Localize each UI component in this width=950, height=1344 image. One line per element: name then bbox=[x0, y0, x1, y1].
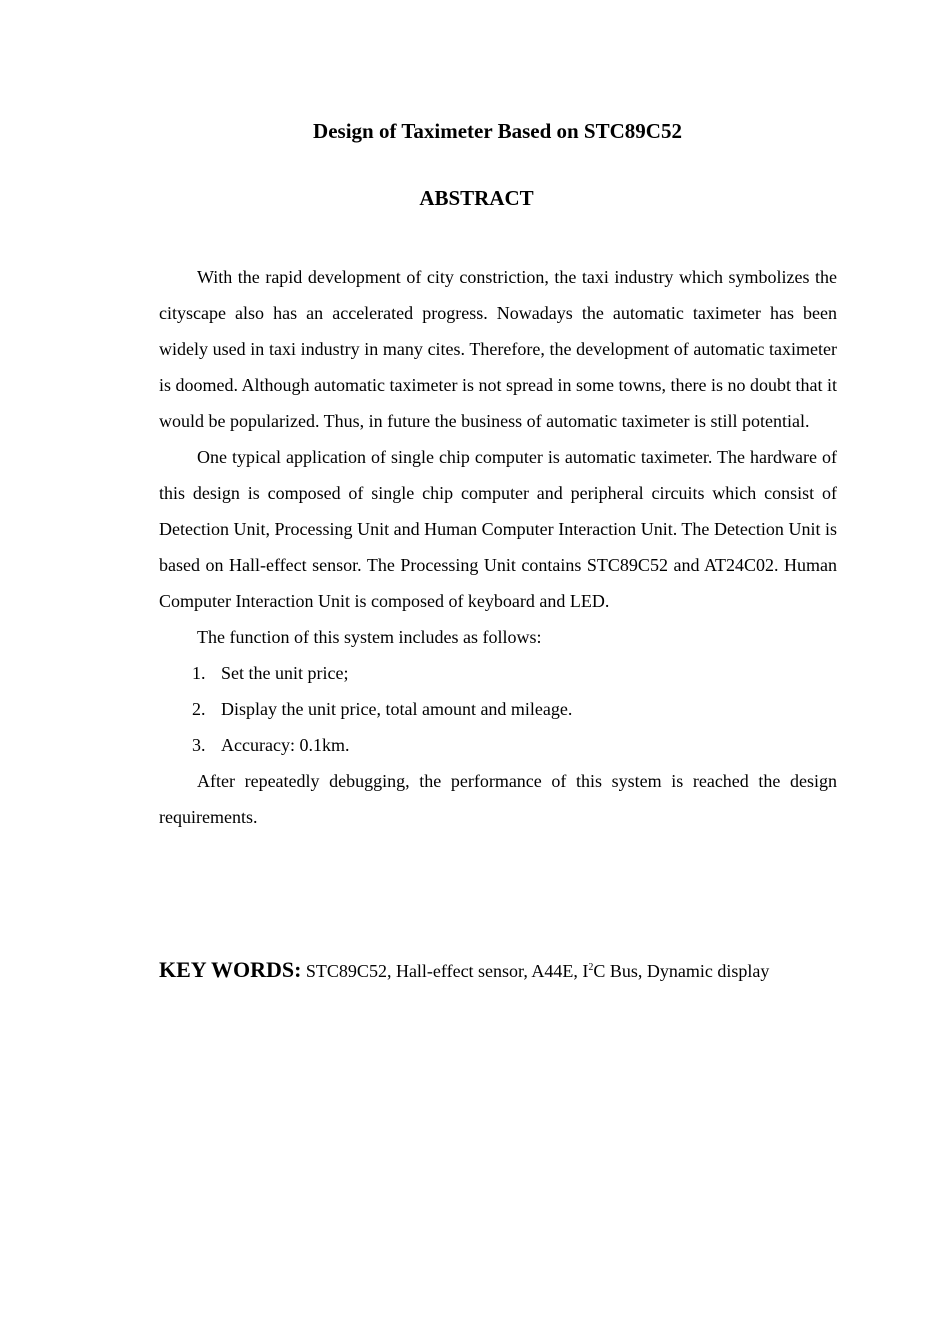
paragraph-hardware: One typical application of single chip computer is automatic taximeter. The hardware of this design is composed of single chip computer and peripheral circuits which consist of Detection Unit, Processing Unit and Human Computer Interaction Unit. The Detection Unit is based on Hall-effect sensor. The Processing Unit contains STC89C52 and AT24C02. Human Computer Interaction Unit is composed of keyboard and LED. bbox=[159, 447, 837, 611]
function-list bbox=[159, 655, 837, 763]
keywords-text-part1: STC89C52, Hall-effect sensor, A44E, I bbox=[305, 961, 589, 981]
list-number: 1. bbox=[192, 663, 206, 683]
document-title: Design of Taximeter Based on STC89C52 bbox=[313, 119, 682, 143]
list-text: Accuracy: 0.1km. bbox=[221, 735, 350, 755]
list-number: 3. bbox=[192, 735, 206, 755]
paragraph-closing: After repeatedly debugging, the performance of this system is reached the design requirements. bbox=[159, 771, 837, 827]
list-item bbox=[159, 655, 837, 691]
keywords-text-part2: C Bus, Dynamic display bbox=[593, 961, 770, 981]
paragraph-functions: The function of this system includes as follows: bbox=[197, 627, 542, 647]
paragraph-intro: With the rapid development of city constriction, the taxi industry which symbolizes the cityscape also has an accelerated progress. Nowadays the automatic taximeter has been widely used in taxi industry in many cites. Therefore, the development of automatic taximeter is doomed. Although automatic taximeter is not spread in some towns, there is no doubt that it would be popularized. Thus, in future the business of automatic taximeter is still potential. bbox=[159, 267, 837, 431]
keywords-line bbox=[159, 957, 859, 983]
list-item bbox=[159, 691, 837, 727]
abstract-body bbox=[159, 259, 837, 835]
keywords-superscript: 2 bbox=[588, 962, 594, 973]
list-text: Display the unit price, total amount and mileage. bbox=[221, 699, 573, 719]
abstract-heading: ABSTRACT bbox=[419, 186, 534, 210]
list-text: Set the unit price; bbox=[221, 663, 349, 683]
list-number: 2. bbox=[192, 699, 206, 719]
keywords-label: KEY WORDS: bbox=[159, 957, 302, 982]
list-item bbox=[159, 727, 837, 763]
